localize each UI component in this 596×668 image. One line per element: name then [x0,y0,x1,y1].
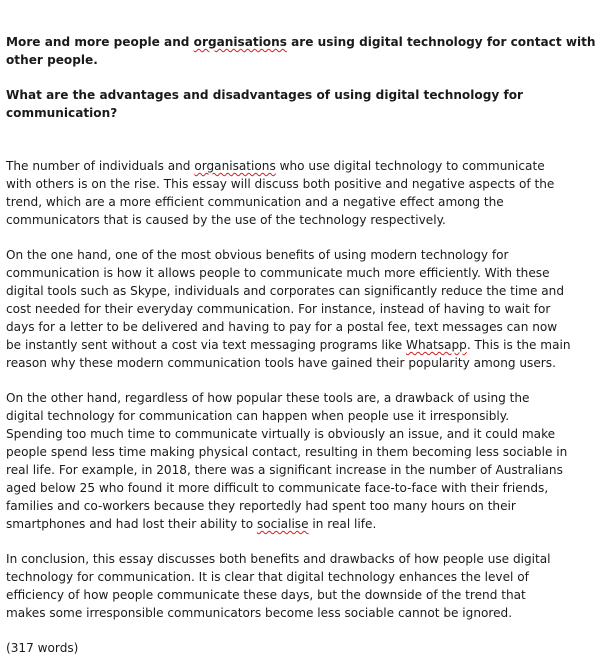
prompt-text: are using digital technology for contact with [286,35,596,49]
prompt-line [6,33,596,51]
spellcheck-word: Whatsapp [406,338,467,352]
essay-prompt [6,33,596,69]
prompt-text: More and more people and [6,35,194,49]
paragraph-line: digital tools such as Skype, individuals and corporates can significantly reduce the time and [6,284,565,298]
intro-paragraph [6,157,555,229]
spellcheck-word: organisations [194,159,276,173]
paragraph-line: people spend less time making physical contact, resulting in them becoming less sociable in [6,445,568,459]
paragraph-line: On the other hand, regardless of how popular these tools are, a drawback of using the [6,391,530,405]
essay-question [6,86,546,122]
paragraph-text: be instantly sent without a cost via text messaging programs like [6,338,406,352]
paragraph-line: days for a letter to be delivered and having to pay for a postal fee, text messages can now [6,320,558,334]
paragraph-line: cost needed for their everyday communication. For instance, instead of having to wait for [6,302,551,316]
paragraph-line: digital technology for communication can happen when people use it irresponsibly. [6,409,510,423]
prompt-line: other people. [6,53,98,67]
paragraph-line: makes some irresponsible communicators become less sociable cannot be ignored. [6,606,513,620]
paragraph-line: Spending too much time to communicate virtually is obviously an issue, and it could make [6,427,556,441]
paragraph-line: real life. For example, in 2018, there was a significant increase in the number of Australians [6,463,563,477]
paragraph-line: In conclusion, this essay discusses both benefits and drawbacks of how people use digital [6,552,551,566]
paragraph-text: . This is the main [466,338,571,352]
word-count [6,639,546,657]
paragraph-line: aged below 25 who found it more difficult to communicate face-to-face with their friends, [6,481,549,495]
paragraph-line: reason why these modern communication tools have gained their popularity among users. [6,356,556,370]
body-paragraph-2 [6,389,568,533]
paragraph-text: in real life. [308,517,377,531]
paragraph-line: with others is on the rise. This essay will discuss both positive and negative aspects of the [6,177,555,191]
paragraph-line: trend, which are a more efficient communication and a negative effect among the [6,195,504,209]
paragraph-line [6,336,571,354]
paragraph-line [6,515,546,533]
spellcheck-word: socialise [256,517,309,531]
paragraph-text: smartphones and had lost their ability to [6,517,257,531]
word-count-text: (317 words) [6,641,79,655]
paragraph-line: efficiency of how people communicate these days, but the downside of the trend that [6,588,526,602]
question-line: What are the advantages and disadvantages of using digital technology for [6,88,523,102]
paragraph-line: communicators that is caused by the use of the technology respectively. [6,213,446,227]
conclusion-paragraph [6,550,551,622]
paragraph-line: technology for communication. It is clear that digital technology enhances the level of [6,570,529,584]
paragraph-line: On the one hand, one of the most obvious benefits of using modern technology for [6,248,509,262]
paragraph-text: The number of individuals and [6,159,195,173]
question-line: communication? [6,106,118,120]
spellcheck-word: organisations [193,35,287,49]
paragraph-text: who use digital technology to communicate [275,159,545,173]
body-paragraph-1 [6,246,571,372]
paragraph-line [6,157,546,175]
paragraph-line: communication is how it allows people to communicate much more efficiently. With these [6,266,550,280]
paragraph-line: families and co-workers because they reportedly had spent too many hours on their [6,499,516,513]
